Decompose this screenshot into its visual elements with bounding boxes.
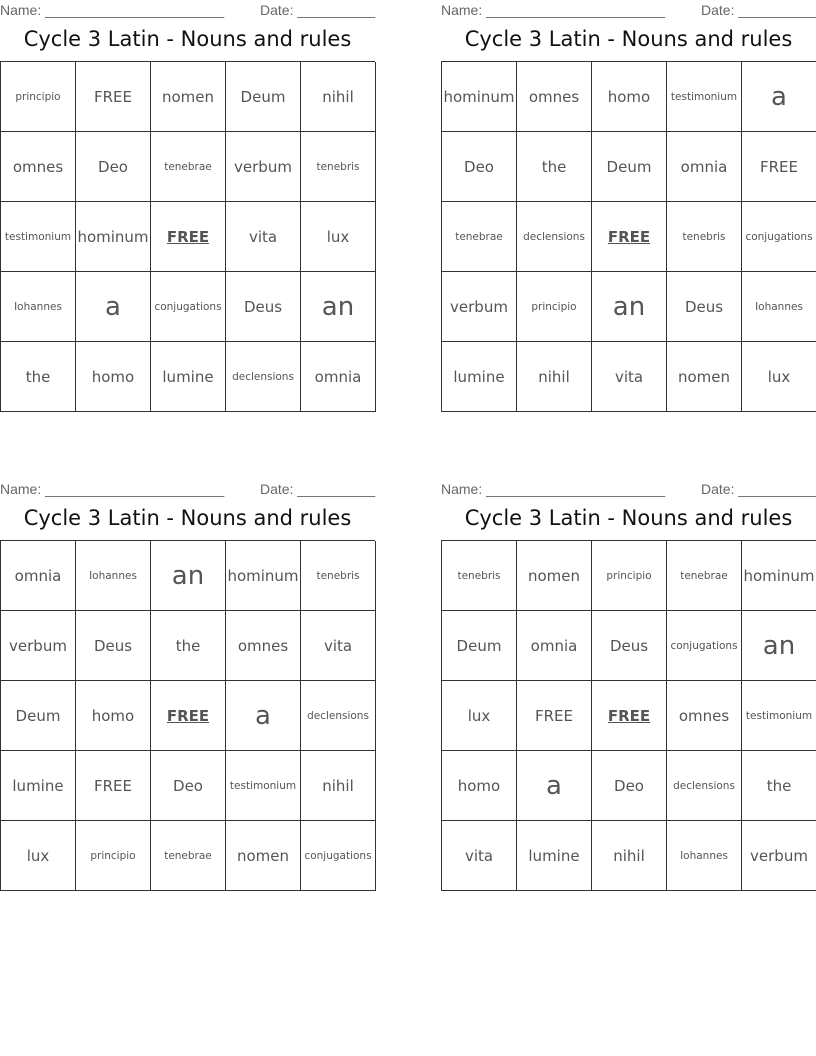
bingo-cell: nihil (517, 342, 592, 412)
bingo-cell: declensions (667, 751, 742, 821)
bingo-cell: Iohannes (742, 272, 816, 342)
card-title: Cycle 3 Latin - Nouns and rules (23, 27, 352, 51)
bingo-cell: nihil (301, 62, 376, 132)
bingo-cell: principio (76, 821, 151, 891)
bingo-cell: homo (592, 62, 667, 132)
bingo-cell: nihil (301, 751, 376, 821)
bingo-cell: tenebris (442, 541, 517, 611)
bingo-cell: Deo (592, 751, 667, 821)
bingo-cell: declensions (301, 681, 376, 751)
bingo-cell: principio (1, 62, 76, 132)
date-field: Date: __________ (701, 2, 816, 18)
date-field: Date: __________ (260, 481, 376, 497)
bingo-cell: conjugations (742, 202, 816, 272)
name-field: Name: _______________________ (0, 481, 225, 497)
bingo-cell: lumine (151, 342, 226, 412)
bingo-cell: Deo (76, 132, 151, 202)
bingo-grid (0, 61, 375, 412)
bingo-cell: Iohannes (667, 821, 742, 891)
bingo-cell: FREE (151, 681, 226, 751)
bingo-cell: omnes (226, 611, 301, 681)
bingo-cell: homo (76, 342, 151, 412)
bingo-cell: omnes (667, 681, 742, 751)
bingo-cell: an (301, 272, 376, 342)
bingo-cell: lux (742, 342, 816, 412)
bingo-cell: FREE (151, 202, 226, 272)
bingo-cell: lumine (1, 751, 76, 821)
bingo-cell: Deus (76, 611, 151, 681)
bingo-cell: vita (592, 342, 667, 412)
bingo-cell: FREE (76, 62, 151, 132)
bingo-cell: omnia (517, 611, 592, 681)
bingo-cell: homo (442, 751, 517, 821)
card-header (441, 0, 816, 22)
bingo-card-2 (441, 0, 816, 412)
bingo-cell: a (226, 681, 301, 751)
bingo-cell: a (517, 751, 592, 821)
bingo-cell: vita (301, 611, 376, 681)
bingo-cell: an (151, 541, 226, 611)
name-field: Name: _______________________ (441, 481, 666, 497)
card-header (441, 479, 816, 501)
bingo-cell: omnia (1, 541, 76, 611)
bingo-cell: declensions (517, 202, 592, 272)
bingo-cell: tenebris (667, 202, 742, 272)
bingo-grid (0, 540, 375, 891)
bingo-cell: tenebrae (151, 132, 226, 202)
bingo-cell: principio (517, 272, 592, 342)
bingo-card-3 (0, 479, 375, 891)
bingo-cell: tenebrae (442, 202, 517, 272)
bingo-cell: lux (442, 681, 517, 751)
bingo-cell: nihil (592, 821, 667, 891)
bingo-cell: omnes (517, 62, 592, 132)
bingo-cell: the (151, 611, 226, 681)
bingo-cell: a (76, 272, 151, 342)
bingo-cell: testimonium (667, 62, 742, 132)
bingo-cell: conjugations (667, 611, 742, 681)
bingo-cell: conjugations (151, 272, 226, 342)
bingo-cell: testimonium (226, 751, 301, 821)
bingo-cell: verbum (742, 821, 816, 891)
bingo-cell: verbum (1, 611, 76, 681)
bingo-cell: Deum (592, 132, 667, 202)
bingo-cell: Iohannes (1, 272, 76, 342)
bingo-cell: nomen (667, 342, 742, 412)
bingo-cell: FREE (592, 681, 667, 751)
bingo-cell: hominum (742, 541, 816, 611)
bingo-cell: tenebrae (667, 541, 742, 611)
bingo-cell: nomen (151, 62, 226, 132)
bingo-cell: Deum (226, 62, 301, 132)
bingo-cell: lumine (517, 821, 592, 891)
bingo-cell: Deus (226, 272, 301, 342)
bingo-cell: an (742, 611, 816, 681)
bingo-cell: tenebrae (151, 821, 226, 891)
bingo-cell: Deum (1, 681, 76, 751)
bingo-card-1 (0, 0, 375, 412)
date-field: Date: __________ (701, 481, 816, 497)
bingo-cell: Deo (151, 751, 226, 821)
bingo-cell: FREE (517, 681, 592, 751)
bingo-cell: a (742, 62, 816, 132)
bingo-cell: homo (76, 681, 151, 751)
date-field: Date: __________ (260, 2, 376, 18)
card-title: Cycle 3 Latin - Nouns and rules (464, 27, 793, 51)
card-header (0, 0, 375, 22)
bingo-cell: hominum (76, 202, 151, 272)
bingo-cell: declensions (226, 342, 301, 412)
bingo-cell: hominum (226, 541, 301, 611)
bingo-cell: verbum (442, 272, 517, 342)
card-title: Cycle 3 Latin - Nouns and rules (464, 506, 793, 530)
bingo-cell: vita (442, 821, 517, 891)
bingo-cell: FREE (76, 751, 151, 821)
bingo-cell: principio (592, 541, 667, 611)
bingo-cell: verbum (226, 132, 301, 202)
name-field: Name: _______________________ (0, 2, 225, 18)
bingo-cell: lumine (442, 342, 517, 412)
bingo-card-4 (441, 479, 816, 891)
bingo-cell: FREE (592, 202, 667, 272)
bingo-grid (441, 61, 816, 412)
bingo-cell: vita (226, 202, 301, 272)
bingo-cell: nomen (226, 821, 301, 891)
bingo-cell: omnes (1, 132, 76, 202)
bingo-cell: Deus (667, 272, 742, 342)
bingo-cell: the (742, 751, 816, 821)
bingo-cell: hominum (442, 62, 517, 132)
bingo-cell: Deus (592, 611, 667, 681)
bingo-cell: omnia (667, 132, 742, 202)
name-field: Name: _______________________ (441, 2, 666, 18)
card-header (0, 479, 375, 501)
bingo-cell: Deo (442, 132, 517, 202)
bingo-cell: FREE (742, 132, 816, 202)
bingo-cell: omnia (301, 342, 376, 412)
bingo-cell: conjugations (301, 821, 376, 891)
bingo-cell: nomen (517, 541, 592, 611)
bingo-cell: Deum (442, 611, 517, 681)
bingo-cell: the (1, 342, 76, 412)
bingo-cell: lux (1, 821, 76, 891)
card-title: Cycle 3 Latin - Nouns and rules (23, 506, 352, 530)
bingo-cell: Iohannes (76, 541, 151, 611)
bingo-cell: the (517, 132, 592, 202)
bingo-cell: an (592, 272, 667, 342)
bingo-grid (441, 540, 816, 891)
bingo-cell: tenebris (301, 541, 376, 611)
bingo-cell: tenebris (301, 132, 376, 202)
bingo-cell: testimonium (742, 681, 816, 751)
bingo-cell: testimonium (1, 202, 76, 272)
bingo-cell: lux (301, 202, 376, 272)
